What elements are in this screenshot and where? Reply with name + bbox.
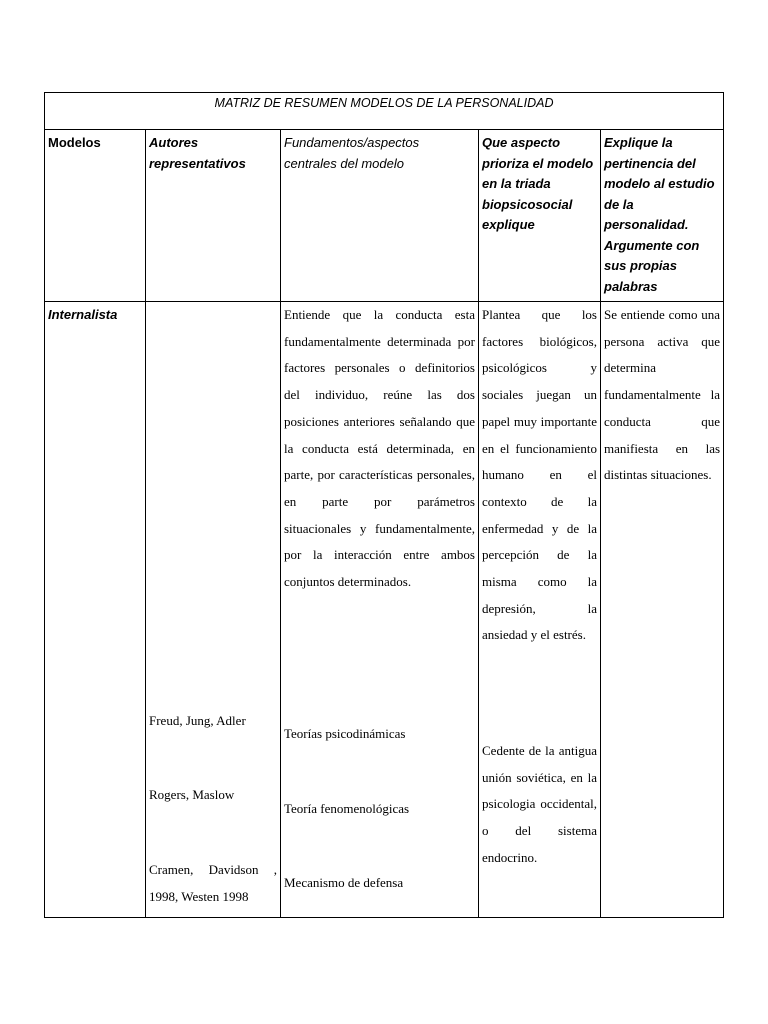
cell-pertinencia — [601, 302, 724, 918]
cell-fundamentos — [281, 302, 479, 918]
autor-rogers-maslow: Rogers, Maslow — [149, 787, 235, 802]
personality-models-table — [44, 92, 724, 918]
fundamentos-text: Entiende que la conducta esta fundamentalmente determinada por factores personales o definitorios del individuo, reúne las dos posiciones anteriores señalando que la conducta está determinada, en parte, por características personales, en parte por parámetros situacionales y fundamentalmente, por la interacción entre ambos conjuntos determinados. — [284, 307, 475, 590]
mecanismo-de-defensa: Mecanismo de defensa — [284, 875, 404, 890]
autor-cramen-davidson-westen: Cramen, Davidson , 1998, Westen 1998 — [149, 862, 277, 904]
header-fundamentos: Fundamentos/aspectos centrales del modelo — [281, 130, 479, 302]
header-modelos: Modelos — [45, 130, 146, 302]
teorias-psicodinamicas: Teorías psicodinámicas — [284, 726, 406, 741]
cell-autores — [146, 302, 281, 918]
header-aspecto: Que aspecto prioriza el modelo en la triada biopsicosocial explique — [479, 130, 601, 302]
pertinencia-text: Se entiende como una persona activa que determina fundamentalmente la conducta que manifiesta en las distintas situaciones. — [604, 307, 721, 483]
cell-aspecto — [479, 302, 601, 918]
header-pertinencia: Explique la pertinencia del modelo al estudio de la personalidad. Argumente con sus propias palabras — [601, 130, 724, 302]
autor-freud-jung-adler: Freud, Jung, Adler — [149, 713, 246, 728]
header-autores: Autores representativos — [146, 130, 281, 302]
teoria-fenomenologicas: Teoría fenomenológicas — [284, 801, 410, 816]
row-modelo-internalista: Internalista — [45, 302, 146, 918]
aspecto-text-1: Plantea que los factores biológicos, psicológicos y sociales juegan un papel muy importante en el funcionamiento humano en el contexto de la enfermedad y de la percepción de la misma como la depresión, la ansiedad y el estrés. — [482, 307, 597, 643]
aspecto-text-2: Cedente de la antigua unión soviética, en la psicologia occidental, o del sistema endocrino. — [482, 743, 597, 865]
table-title: MATRIZ DE RESUMEN MODELOS DE LA PERSONALIDAD — [45, 93, 724, 130]
